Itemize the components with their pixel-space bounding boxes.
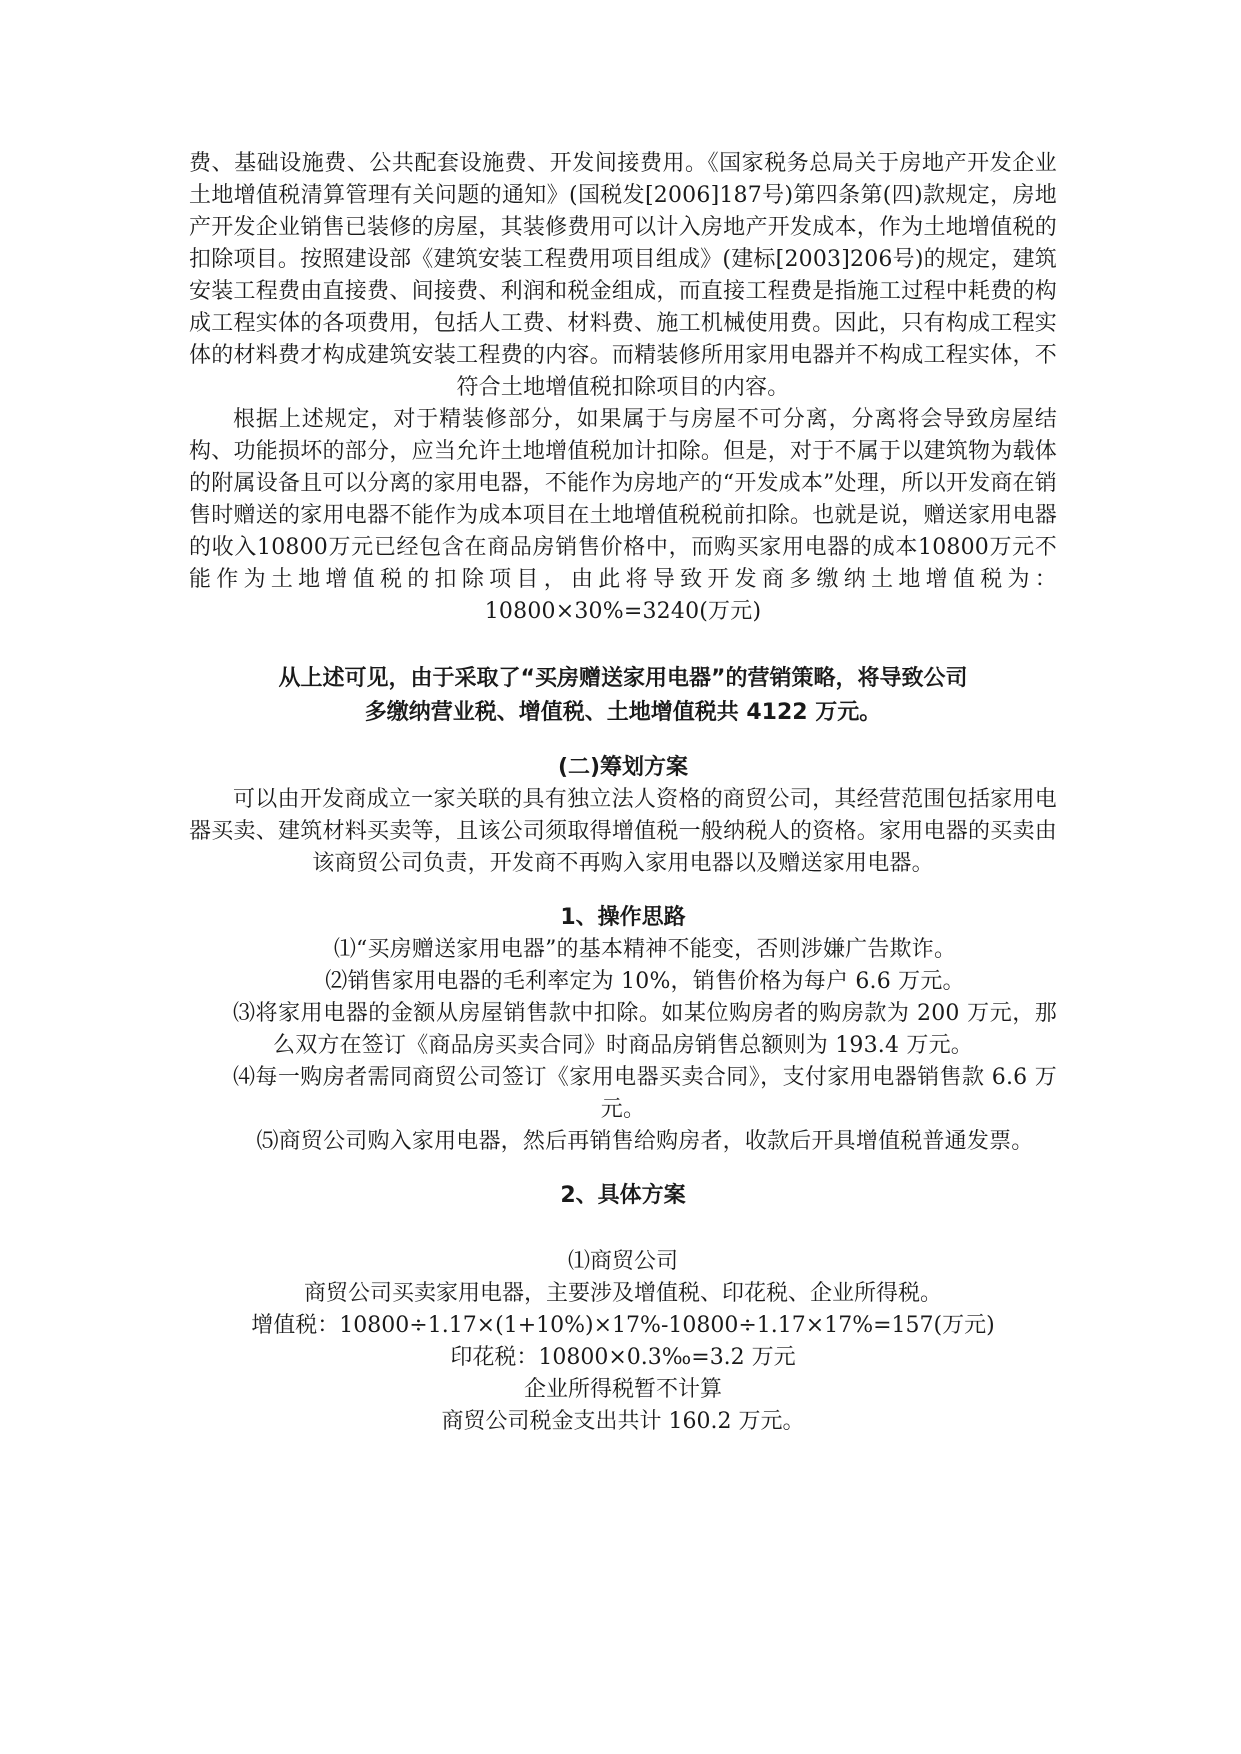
operation-item-1: ⑴“买房赠送家用电器”的基本精神不能变，否则涉嫌广告欺诈。	[333, 937, 957, 962]
section-title-plan: (二)筹划方案	[557, 755, 689, 780]
plan-line-2: 商贸公司买卖家用电器，主要涉及增值税、印花税、企业所得税。	[303, 1281, 942, 1306]
plan-line-total: 商贸公司税金支出共计 160.2 万元。	[441, 1409, 805, 1434]
operation-item-2: ⑵销售家用电器的毛利率定为 10%，销售价格为每户 6.6 万元。	[325, 969, 965, 994]
plan-line-vat: 增值税：10800÷1.17×(1+10%)×17%-10800÷1.17×17%=157(万元)	[251, 1313, 995, 1338]
subsection-title-operation: 1、操作思路	[560, 905, 686, 930]
plan-line-income-tax: 企业所得税暂不计算	[523, 1377, 722, 1402]
subsection-title-plan-detail: 2、具体方案	[560, 1183, 686, 1208]
operation-item-4: ⑷每一购房者需同商贸公司签订《家用电器买卖合同》，支付家用电器销售款 6.6 万元。	[233, 1065, 1057, 1122]
plan-line-1: ⑴商贸公司	[567, 1249, 678, 1274]
conclusion-line-2: 多缴纳营业税、增值税、土地增值税共 4122 万元。	[364, 700, 882, 725]
plan-line-stamp-tax: 印花税：10800×0.3‰=3.2 万元	[450, 1345, 796, 1370]
conclusion-line-1: 从上述可见，由于采取了“买房赠送家用电器”的营销策略，将导致公司	[278, 666, 968, 691]
paragraph-appliance-analysis: 根据上述规定，对于精装修部分，如果属于与房屋不可分离，分离将会导致房屋结构、功能损坏的部分，应当允许土地增值税加计扣除。但是，对于不属于以建筑物为载体的附属设备且可以分离的家用电器，不能作为房地产的“开发成本”处理，所以开发商在销售时赠送的家用电器不能作为成本项目在土地增值税税前扣除。也就是说，赠送家用电器的收入10800万元已经包含在商品房销售价格中，而购买家用电器的成本10800万元不能作为土地增值税的扣除项目，由此将导致开发商多缴纳土地增值税为：10800×30%=3240(万元)	[189, 407, 1057, 624]
paragraph-plan-intro: 可以由开发商成立一家关联的具有独立法人资格的商贸公司，其经营范围包括家用电器买卖、建筑材料买卖等，且该公司须取得增值税一般纳税人的资格。家用电器的买卖由该商贸公司负责，开发商不再购入家用电器以及赠送家用电器。	[189, 787, 1057, 876]
operation-item-5: ⑸商贸公司购入家用电器，然后再销售给购房者，收款后开具增值税普通发票。	[256, 1129, 1034, 1154]
operation-item-3: ⑶将家用电器的金额从房屋销售款中扣除。如某位购房者的购房款为 200 万元，那么双方在签订《商品房买卖合同》时商品房销售总额则为 193.4 万元。	[233, 1001, 1057, 1058]
paragraph-deduction-rules: 费、基础设施费、公共配套设施费、开发间接费用。《国家税务总局关于房地产开发企业土地增值税清算管理有关问题的通知》(国税发[2006]187号)第四条第(四)款规定，房地产开发企业销售已装修的房屋，其装修费用可以计入房地产开发成本，作为土地增值税的扣除项目。按照建设部《建筑安装工程费用项目组成》(建标[2003]206号)的规定，建筑安装工程费由直接费、间接费、利润和税金组成，而直接工程费是指施工过程中耗费的构成工程实体的各项费用，包括人工费、材料费、施工机械使用费。因此，只有构成工程实体的材料费才构成建筑安装工程费的内容。而精装修所用家用电器并不构成工程实体，不符合土地增值税扣除项目的内容。	[189, 151, 1057, 400]
